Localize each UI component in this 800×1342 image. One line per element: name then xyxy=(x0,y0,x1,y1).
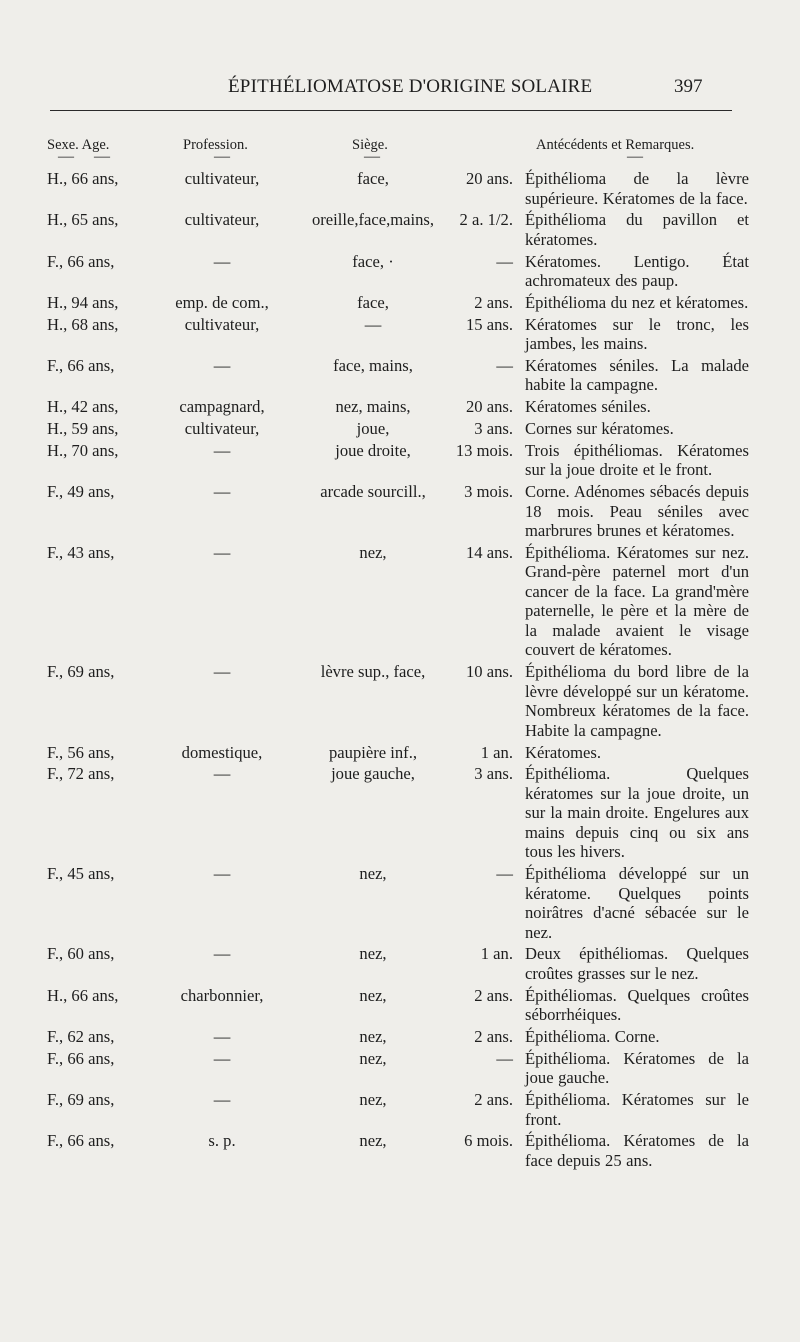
remarks-cell: Épithélioma du nez et kératomes. xyxy=(525,292,749,312)
site-cell: joue droite, xyxy=(335,440,411,460)
table-row xyxy=(0,252,800,291)
table-row xyxy=(0,419,800,439)
sex-age-cell: H., 94 ans, xyxy=(47,292,119,312)
remarks-cell: Épithélioma. Kératomes de la face depuis 25 ans. xyxy=(525,1131,749,1170)
site-cell: nez, mains, xyxy=(335,397,411,417)
profession-cell: — xyxy=(213,764,231,784)
duration-cell: 14 ans. xyxy=(465,542,513,562)
site-cell: joue gauche, xyxy=(331,764,415,784)
duration-cell: 3 ans. xyxy=(474,764,513,784)
profession-cell: — xyxy=(213,355,231,375)
table-row xyxy=(0,315,800,354)
profession-cell: cultivateur, xyxy=(184,169,260,188)
profession-cell: cultivateur, xyxy=(184,210,260,230)
site-cell: nez, xyxy=(359,1131,387,1151)
remarks-cell: Épithélioma. Kératomes sur le front. xyxy=(525,1090,749,1129)
header-rule xyxy=(50,110,732,111)
profession-cell: — xyxy=(213,251,231,271)
site-cell: arcade sourcill., xyxy=(320,482,426,502)
table-row xyxy=(0,662,800,740)
remarks-cell: Épithélioma développé sur un kératome. Quelques points noirâtres d'acné sébacée sur le nez. xyxy=(525,864,749,942)
profession-cell: — xyxy=(213,542,231,562)
column-header-site: Siège. xyxy=(352,137,388,153)
site-cell: nez, xyxy=(359,1090,387,1110)
remarks-cell: Épithélioma. Kératomes sur nez. Grand-père paternel mort d'un cancer de la face. La grand'mère paternelle, le père et la mère de la malade avaient le visage couvert de kératomes. xyxy=(525,542,749,660)
duration-cell: — xyxy=(496,355,513,375)
duration-cell: 2 ans. xyxy=(474,1090,513,1110)
profession-cell: cultivateur, xyxy=(184,314,260,334)
sex-age-cell: F., 72 ans, xyxy=(47,764,115,784)
table-row xyxy=(0,1027,800,1047)
profession-cell: — xyxy=(213,1027,231,1047)
remarks-cell: Trois épithéliomas. Kératomes sur la joue droite et le front. xyxy=(525,440,749,480)
sex-age-cell: F., 60 ans, xyxy=(47,944,115,964)
table-row xyxy=(0,1049,800,1088)
duration-cell: 2 ans. xyxy=(474,1027,513,1047)
table-row xyxy=(0,210,800,249)
table-row xyxy=(0,441,800,480)
table-row xyxy=(0,169,800,208)
profession-cell: — xyxy=(213,482,231,502)
site-cell: lèvre sup., face, xyxy=(320,662,426,682)
duration-cell: 2 ans. xyxy=(474,292,513,312)
site-cell: oreille,face,mains, xyxy=(311,210,435,230)
sex-age-cell: F., 49 ans, xyxy=(47,482,115,502)
profession-cell: s. p. xyxy=(208,1131,236,1151)
sex-age-cell: H., 59 ans, xyxy=(47,419,119,439)
duration-cell: 6 mois. xyxy=(464,1131,513,1151)
site-cell: nez, xyxy=(359,985,387,1005)
table-row xyxy=(0,944,800,983)
site-cell: paupière inf., xyxy=(328,742,418,762)
remarks-cell: Épithélioma. Kératomes de la joue gauche. xyxy=(525,1048,749,1088)
table-row xyxy=(0,986,800,1025)
sex-age-cell: F., 66 ans, xyxy=(47,1131,115,1151)
profession-cell: cultivateur, xyxy=(184,419,260,439)
remarks-cell: Kératomes séniles. La malade habite la campagne. xyxy=(525,355,749,395)
column-dash: — xyxy=(364,148,380,165)
remarks-cell: Deux épithéliomas. Quelques croûtes grasses sur le nez. xyxy=(525,944,749,983)
table-row xyxy=(0,293,800,313)
sex-age-cell: H., 66 ans, xyxy=(47,985,119,1005)
table-row xyxy=(0,764,800,862)
sex-age-cell: H., 42 ans, xyxy=(47,397,119,417)
running-head xyxy=(0,76,800,100)
remarks-cell: Épithélioma. Corne. xyxy=(525,1027,660,1047)
sex-age-cell: H., 65 ans, xyxy=(47,210,119,230)
duration-cell: 1 an. xyxy=(480,742,513,762)
column-header-sex-age: Sexe. Age. xyxy=(47,137,110,153)
duration-cell: 20 ans. xyxy=(465,397,513,417)
column-header-profession: Profession. xyxy=(183,137,248,153)
sex-age-cell: F., 56 ans, xyxy=(47,742,115,762)
column-dash: — xyxy=(58,148,74,165)
sex-age-cell: F., 66 ans, xyxy=(47,1048,115,1068)
remarks-cell: Épithéliomas. Quelques croûtes séborrhéiques. xyxy=(525,985,749,1025)
sex-age-cell: F., 66 ans, xyxy=(47,251,115,271)
sex-age-cell: F., 69 ans, xyxy=(47,662,115,682)
table-row xyxy=(0,743,800,763)
sex-age-cell: F., 43 ans, xyxy=(47,542,115,562)
profession-cell: — xyxy=(213,1090,231,1110)
table-row xyxy=(0,356,800,395)
duration-cell: — xyxy=(496,864,513,884)
site-cell: face, · xyxy=(352,251,394,271)
site-cell: nez, xyxy=(359,864,387,884)
column-dash: — xyxy=(214,148,230,165)
running-title: ÉPITHÉLIOMATOSE D'ORIGINE SOLAIRE xyxy=(228,76,593,97)
table-row xyxy=(0,1131,800,1170)
page-number: 397 xyxy=(674,76,703,97)
site-cell: nez, xyxy=(359,944,387,964)
table-row xyxy=(0,543,800,660)
remarks-cell: Cornes sur kératomes. xyxy=(525,419,674,439)
sex-age-cell: F., 45 ans, xyxy=(47,864,115,884)
sex-age-cell: H., 68 ans, xyxy=(47,314,119,334)
table-row xyxy=(0,397,800,417)
duration-cell: 15 ans. xyxy=(465,314,513,334)
duration-cell: 3 ans. xyxy=(474,419,513,439)
duration-cell: 10 ans. xyxy=(465,662,513,682)
site-cell: face, xyxy=(357,169,389,188)
profession-cell: — xyxy=(213,864,231,884)
case-table xyxy=(0,169,800,1173)
remarks-cell: Kératomes sur le tronc, les jambes, les mains. xyxy=(525,314,749,354)
remarks-cell: Corne. Adénomes sébacés depuis 18 mois. Peau séniles avec marbrures brunes et kératomes. xyxy=(525,482,749,541)
remarks-cell: Épithélioma. Quelques kératomes sur la joue droite, un sur la main droite. Engelures aux mains depuis cinq ou six ans tous les hivers. xyxy=(525,764,749,862)
table-row xyxy=(0,864,800,942)
site-cell: nez, xyxy=(359,1027,387,1047)
profession-cell: — xyxy=(213,440,231,460)
remarks-cell: Épithélioma du pavillon et kératomes. xyxy=(525,210,749,249)
column-header-remarks: Antécédents et Remarques. xyxy=(536,137,695,153)
column-dash: — xyxy=(627,148,643,165)
remarks-cell: Kératomes. Lentigo. État achromateux des paup. xyxy=(525,251,749,291)
profession-cell: — xyxy=(213,1048,231,1068)
duration-cell: 20 ans. xyxy=(465,169,513,188)
duration-cell: — xyxy=(496,1048,513,1068)
site-cell: face, mains, xyxy=(333,355,413,375)
site-cell: nez, xyxy=(359,1048,387,1068)
site-cell: nez, xyxy=(359,542,387,562)
sex-age-cell: F., 69 ans, xyxy=(47,1090,115,1110)
duration-cell: 2 a. 1/2. xyxy=(459,210,513,230)
profession-cell: charbonnier, xyxy=(180,985,264,1005)
sex-age-cell: H., 70 ans, xyxy=(47,440,119,460)
profession-cell: emp. de com., xyxy=(175,292,269,312)
table-row xyxy=(0,1090,800,1129)
site-cell: — xyxy=(364,314,382,334)
duration-cell: 3 mois. xyxy=(464,482,513,502)
profession-cell: campagnard, xyxy=(179,397,265,417)
sex-age-cell: F., 66 ans, xyxy=(47,355,115,375)
profession-cell: domestique, xyxy=(181,742,263,762)
duration-cell: 13 mois. xyxy=(455,440,513,460)
column-dash: — xyxy=(94,148,110,165)
sex-age-cell: H., 66 ans, xyxy=(47,169,119,188)
table-row xyxy=(0,482,800,541)
profession-cell: — xyxy=(213,944,231,964)
duration-cell: 1 an. xyxy=(480,944,513,964)
profession-cell: — xyxy=(213,662,231,682)
remarks-cell: Épithélioma de la lèvre supérieure. Kératomes de la face. xyxy=(525,169,749,208)
duration-cell: — xyxy=(496,251,513,271)
site-cell: joue, xyxy=(356,419,390,439)
remarks-cell: Épithélioma du bord libre de la lèvre développé sur un kératome. Nombreux kératomes de la face. Habite la campagne. xyxy=(525,662,749,740)
site-cell: face, xyxy=(357,292,389,312)
remarks-cell: Kératomes. xyxy=(525,742,602,762)
duration-cell: 2 ans. xyxy=(474,985,513,1005)
remarks-cell: Kératomes séniles. xyxy=(525,397,651,417)
sex-age-cell: F., 62 ans, xyxy=(47,1027,115,1047)
